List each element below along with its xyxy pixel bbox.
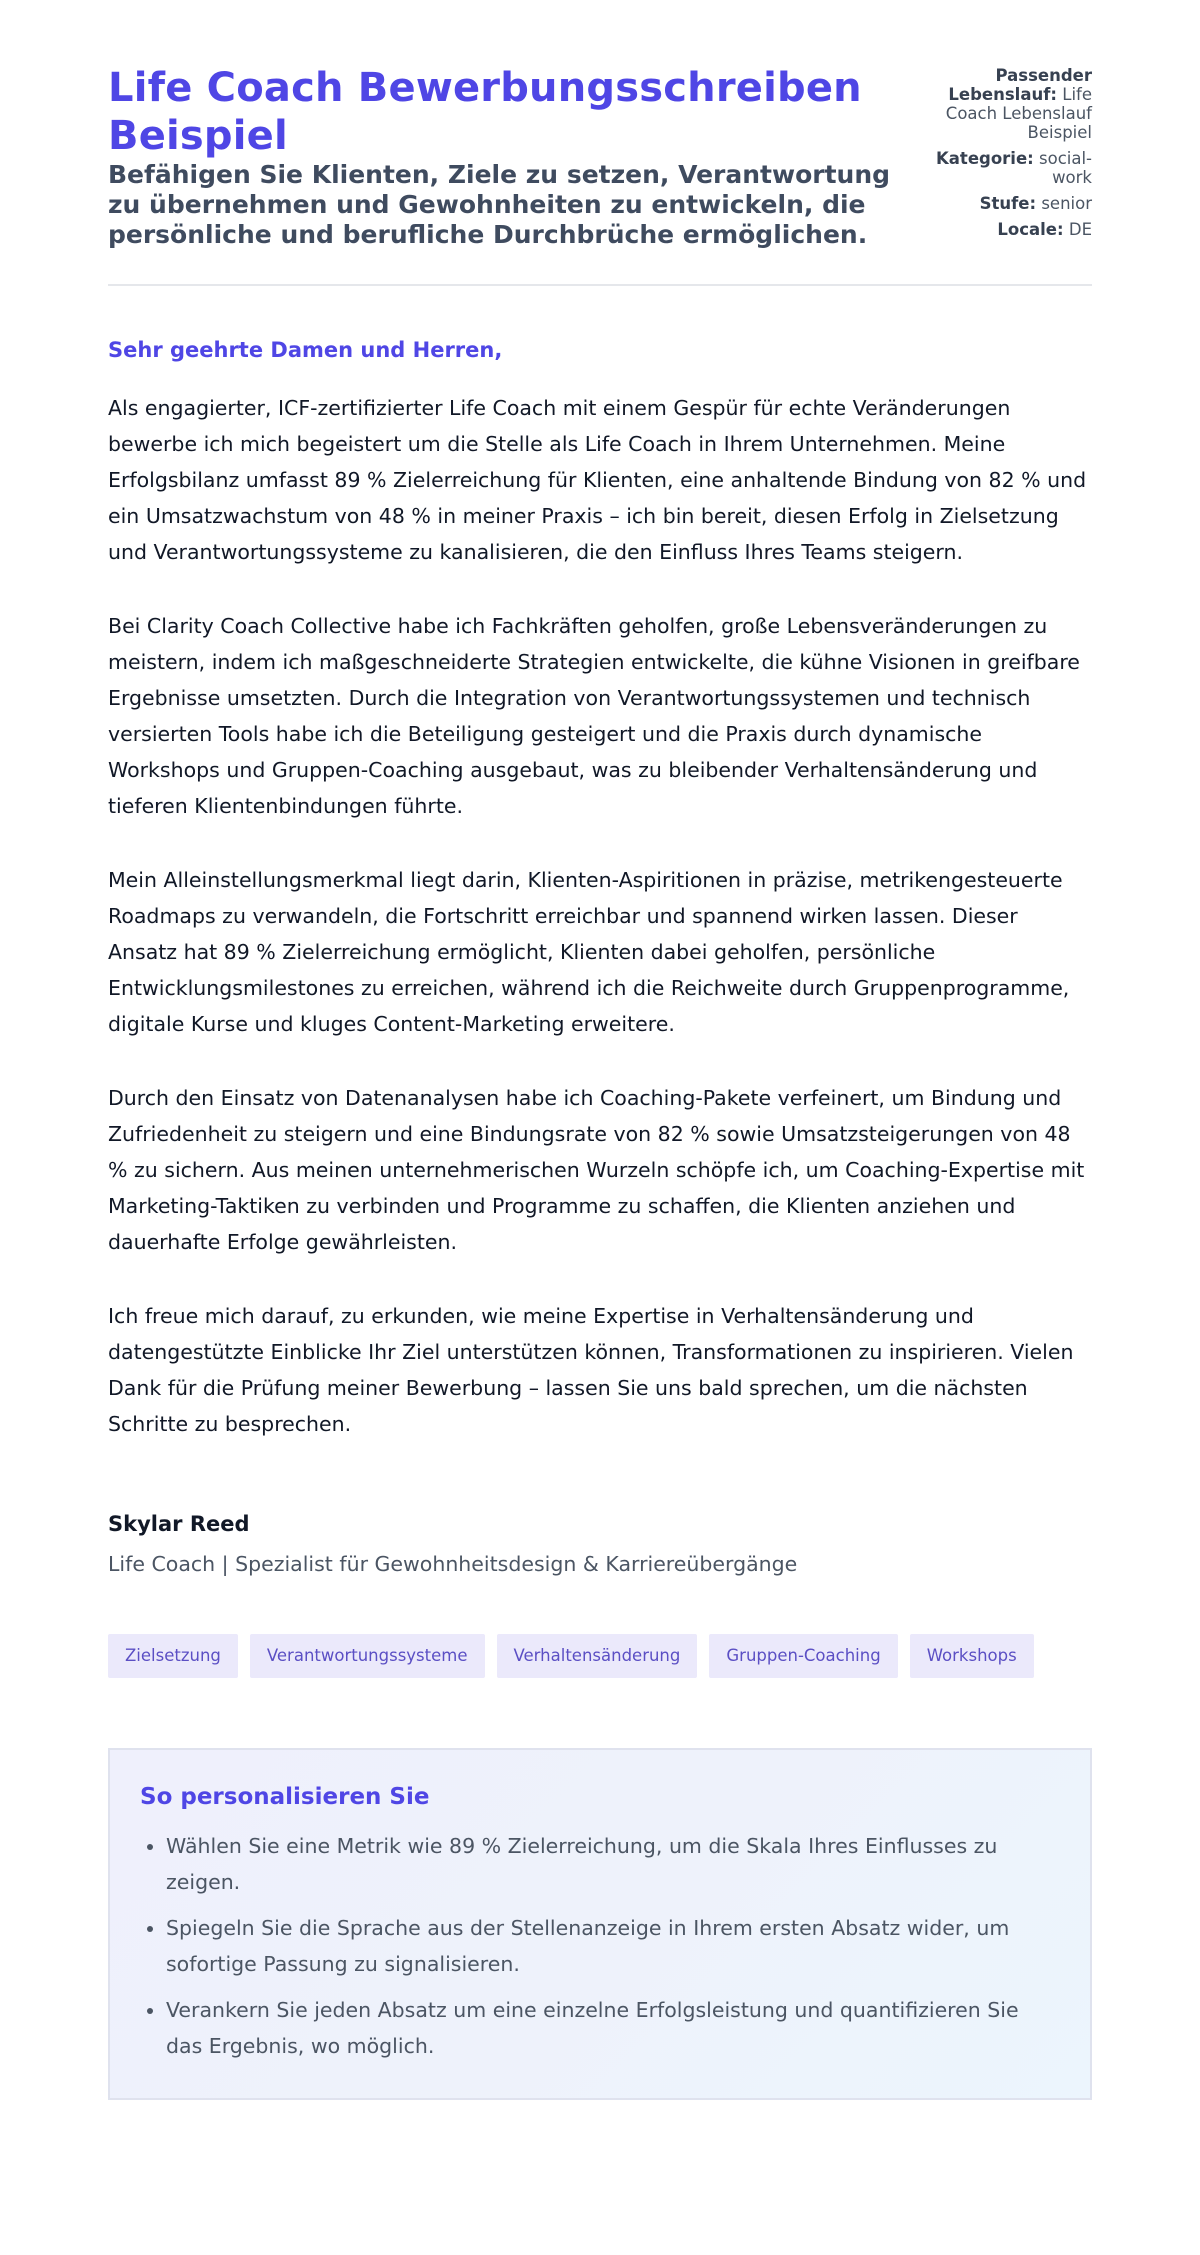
meta-category-label: Kategorie: xyxy=(936,149,1034,168)
meta-resume xyxy=(920,66,1092,142)
paragraph-closing: Ich freue mich darauf, zu erkunden, wie meine Expertise in Verhaltensänderung und datengestützte Einblicke Ihr Ziel unterstützen können, Transformationen zu inspirieren. Vielen Dank für die Prüfung meiner Bewerbung – lassen Sie uns bald sprechen, um die nächsten Schritte zu besprechen. xyxy=(108,1304,1074,1436)
signature-block xyxy=(108,1510,1092,1578)
paragraph-data: Durch den Einsatz von Datenanalysen habe ich Coaching-Pakete verfeinert, um Bindung und Zufriedenheit zu steigern und eine Bindungsrate von 82 % sowie Umsatzsteigerungen von 48 % zu sichern. Aus meinen unternehmerischen Wurzeln schöpfe ich, um Coaching-Expertise mit Marketing-Taktiken zu verbinden und Programme zu schaffen, die Klienten anziehen und dauerhafte Erfolge gewährleisten. xyxy=(108,1086,1085,1254)
meta-locale-label: Locale: xyxy=(997,220,1064,239)
tips-list xyxy=(140,1828,1060,2064)
personalization-tips-box xyxy=(108,1748,1092,2100)
tip-item: • Spiegeln Sie die Sprache aus der Stellenanzeige in Ihrem ersten Absatz wider, um sofortige Passung zu signalisieren. xyxy=(166,1910,1060,1982)
header-titles xyxy=(108,64,898,250)
paragraph-differentiator: Mein Alleinstellungsmerkmal liegt darin, Klienten-Aspiritionen in präzise, metrikengesteuerte Roadmaps zu verwandeln, die Fortschritt erreichbar und spannend wirken lassen. Dieser Ansatz hat 89 % Zielerreichung ermöglicht, Klienten dabei geholfen, persönliche Entwicklungsmilestones zu erreichen, während ich die Reichweite durch Gruppenprogramme, digitale Kurse und kluges Content-Marketing erweitere. xyxy=(108,868,1070,1036)
paragraph-intro: Als engagierter, ICF-zertifizierter Life Coach mit einem Gespür für echte Veränderungen bewerbe ich mich begeistert um die Stelle als Life Coach in Ihrem Unternehmen. Meine Erfolgsbilanz umfasst 89 % Zielerreichung für Klienten, eine anhaltende Bindung von 82 % und ein Umsatzwachstum von 48 % in meiner Praxis – ich bin bereit, diesen Erfolg in Zielsetzung und Verantwortungssysteme zu kanalisieren, die den Einfluss Ihres Teams steigern. xyxy=(108,396,1087,564)
tag-chip-zielsetzung: Zielsetzung xyxy=(108,1634,238,1678)
tag-chip-workshops: Workshops xyxy=(910,1634,1034,1678)
signature-name: Skylar Reed xyxy=(108,1512,250,1536)
meta-resume-label: Passender Lebenslauf: xyxy=(948,66,1092,104)
tips-title: So personalisieren Sie xyxy=(140,1784,430,1810)
meta-category-value: social-work xyxy=(1039,149,1092,187)
signature-title: Life Coach | Spezialist für Gewohnheitsdesign & Karriereübergänge xyxy=(108,1552,798,1576)
tag-chip-gruppen-coaching: Gruppen-Coaching xyxy=(709,1634,897,1678)
meta-locale xyxy=(920,220,1092,239)
tip-item: • Verankern Sie jeden Absatz um eine einzelne Erfolgsleistung und quantifizieren Sie das Ergebnis, wo möglich. xyxy=(166,1992,1060,2064)
page-subtitle: Befähigen Sie Klienten, Ziele zu setzen, Verantwortung zu übernehmen und Gewohnheiten zu entwickeln, die persönliche und berufliche Durchbrüche ermöglichen. xyxy=(108,160,891,249)
page-title: Life Coach Bewerbungsschreiben Beispiel xyxy=(108,65,862,159)
meta-level-label: Stufe: xyxy=(979,194,1037,213)
meta-locale-value: DE xyxy=(1068,220,1092,239)
letter-body xyxy=(108,336,1092,1442)
tag-list xyxy=(108,1634,1092,1678)
tag-chip-verantwortungssysteme: Verantwortungssysteme xyxy=(250,1634,485,1678)
meta-level-value: senior xyxy=(1041,194,1092,213)
cover-letter-page xyxy=(108,0,1092,2170)
paragraph-experience: Bei Clarity Coach Collective habe ich Fachkräften geholfen, große Lebensveränderungen zu meistern, indem ich maßgeschneiderte Strategien entwickelte, die kühne Visionen in greifbare Ergebnisse umsetzten. Durch die Integration von Verantwortungssystemen und technisch versierten Tools habe ich die Beteiligung gesteigert und die Praxis durch dynamische Workshops und Gruppen-Coaching ausgebaut, was zu bleibender Verhaltensänderung und tieferen Klientenbindungen führte. xyxy=(108,614,1080,818)
meta-resume-value: Life Coach Lebenslauf Beispiel xyxy=(945,85,1092,142)
tip-item: • Wählen Sie eine Metrik wie 89 % Zielerreichung, um die Skala Ihres Einflusses zu zeigen. xyxy=(166,1828,1060,1900)
meta-panel xyxy=(920,64,1092,246)
page-header xyxy=(108,64,1092,286)
tag-chip-verhaltensaenderung: Verhaltensänderung xyxy=(497,1634,698,1678)
meta-level xyxy=(920,194,1092,213)
meta-category xyxy=(920,149,1092,187)
salutation: Sehr geehrte Damen und Herren, xyxy=(108,338,503,362)
